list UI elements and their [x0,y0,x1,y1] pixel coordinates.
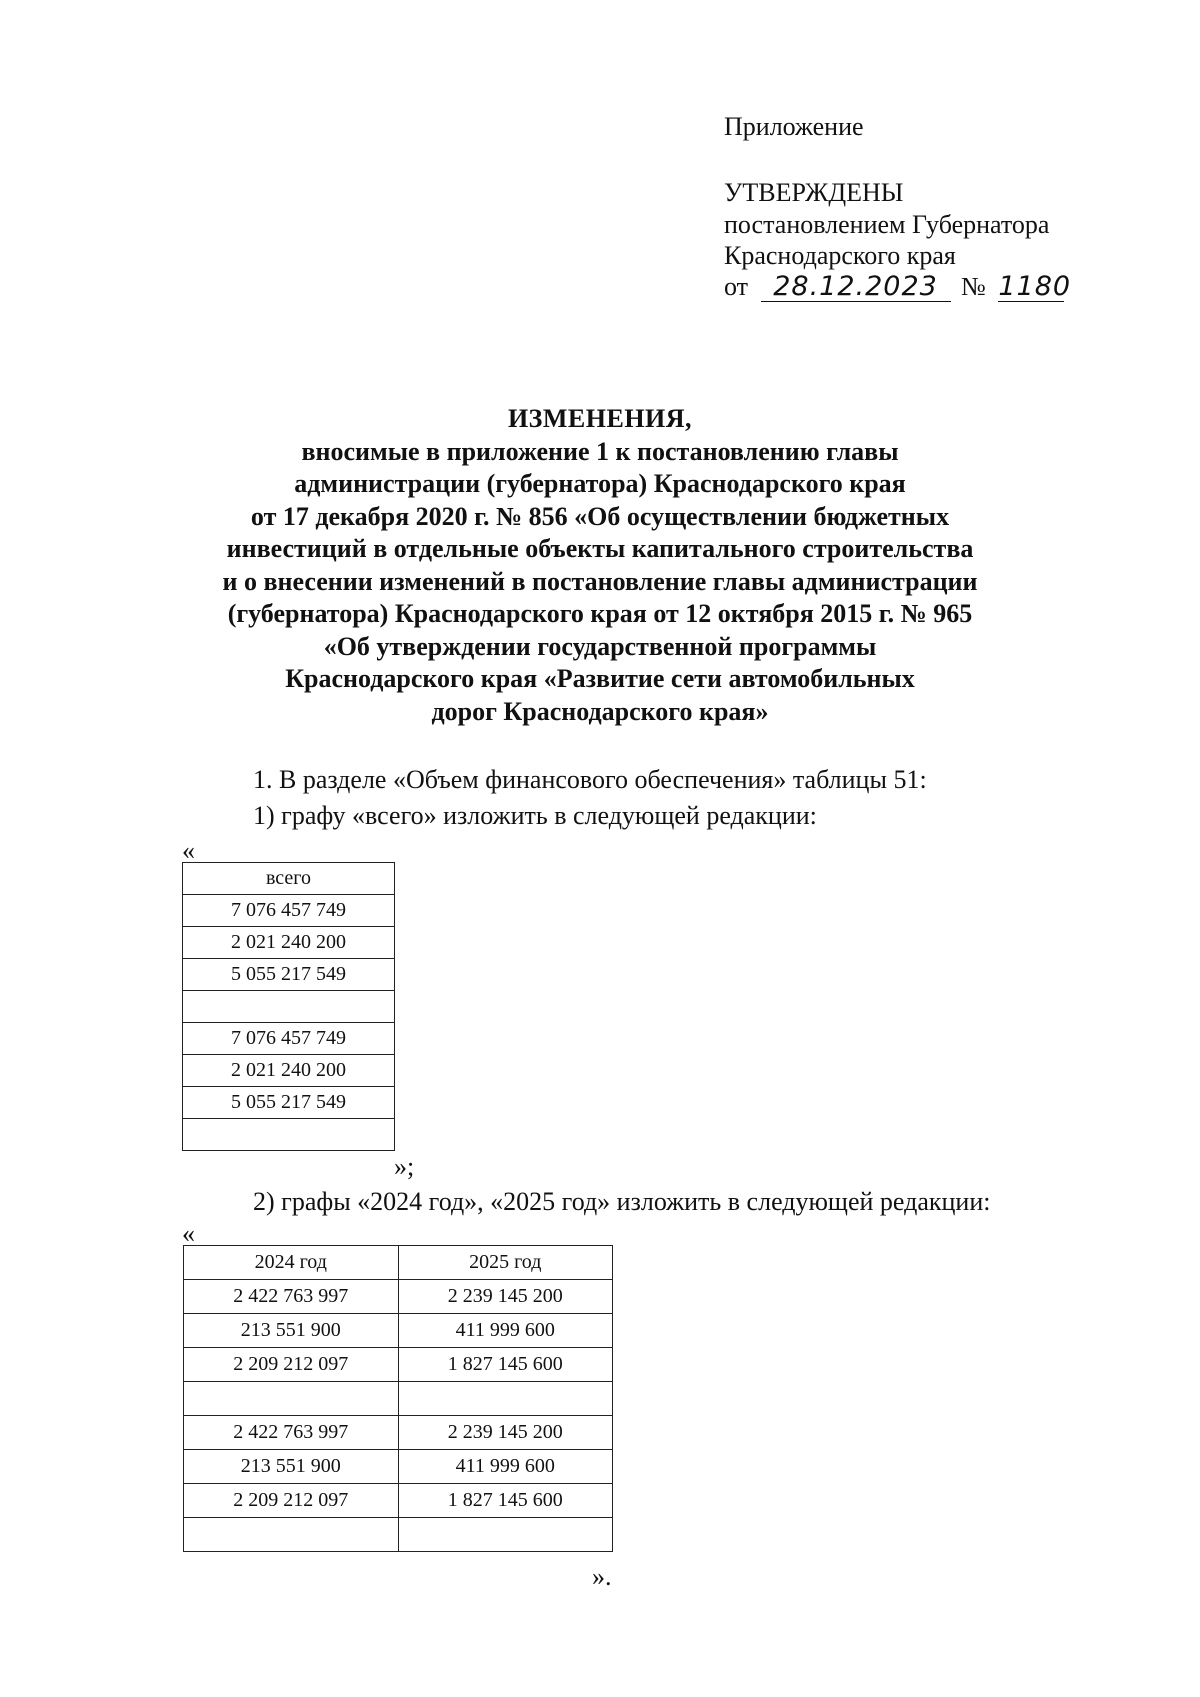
table-row [183,927,395,959]
table-row [183,959,395,991]
table-header-row [183,863,395,895]
title-line: (губернатора) Краснодарского края от 12 октября 2015 г. № 965 [227,599,973,628]
handwritten-number: 1180 [998,271,1072,302]
table-row [184,1518,613,1552]
table-cell: 411 999 600 [398,1314,613,1348]
table-cell: 2 209 212 097 [184,1484,399,1518]
subitem-2-text: 2) графы «2024 год», «2025 год» изложить в следующей редакции: [253,1187,991,1216]
title-line: ИЗМЕНЕНИЯ, [507,404,693,433]
table-row [184,1348,613,1382]
title-line: вносимые в приложение 1 к постановлению главы [301,436,899,466]
table-cell: 2 021 240 200 [183,1055,395,1087]
table-cell: 7 076 457 749 [183,895,395,927]
table-cell: 411 999 600 [398,1450,613,1484]
title-line: и о внесении изменений в постановление главы администрации [222,566,978,596]
table-cell: 5 055 217 549 [183,1087,395,1119]
table-cell [184,1518,399,1552]
table-header-cell: всего [183,863,395,895]
item-1-text: 1. В разделе «Объем финансового обеспечения» таблицы 51: [253,765,927,794]
subitem-1-text: 1) графу «всего» изложить в следующей редакции: [253,801,817,830]
table-cell [184,1382,399,1416]
table-row [183,1119,395,1151]
table-row [183,1023,395,1055]
table-cell [183,1119,395,1151]
title-line: от 17 декабря 2020 г. № 856 «Об осуществлении бюджетных [250,501,950,531]
table-cell: 5 055 217 549 [183,959,395,991]
title-line: дорог Краснодарского края» [431,696,769,726]
title-line: инвестиций в отдельные объекты капитального строительства [226,534,974,563]
table-row [183,1055,395,1087]
table-cell: 2 021 240 200 [183,927,395,959]
table-cell: 2 422 763 997 [184,1416,399,1450]
approved-by-line-2: Краснодарского края [724,241,956,270]
date-prefix: от [724,272,749,301]
table-cell [398,1382,613,1416]
document-title [0,403,1200,728]
table-header-row [184,1246,613,1280]
table-years [183,1245,613,1552]
table-cell [398,1518,613,1552]
table-cell: 1 827 145 600 [398,1348,613,1382]
approved-by-line-1: постановлением Губернатора [724,210,1050,239]
table-row [184,1280,613,1314]
table-row [183,895,395,927]
table-row [184,1416,613,1450]
title-line: «Об утверждении государственной программы [323,631,877,661]
approved-label: УТВЕРЖДЕНЫ [724,178,904,207]
table-cell: 2 422 763 997 [184,1280,399,1314]
table-total [182,862,395,1151]
title-line: Краснодарского края «Развитие сети автомобильных [285,664,915,693]
table-row [183,1087,395,1119]
open-quote-2: « [182,1219,195,1248]
resolution-date-number [724,271,1072,302]
table-row [184,1382,613,1416]
appendix-label: Приложение [724,112,864,141]
handwritten-date: 28.12.2023 [761,273,951,302]
table-cell: 2 239 145 200 [398,1416,613,1450]
table-cell: 213 551 900 [184,1314,399,1348]
close-quote-1: »; [394,1152,415,1181]
table-header-cell: 2024 год [184,1246,399,1280]
title-line: администрации (губернатора) Краснодарского края [294,469,906,498]
table-cell: 2 239 145 200 [398,1280,613,1314]
table-header-cell: 2025 год [398,1246,613,1280]
number-sign: № [961,272,986,301]
table-cell: 1 827 145 600 [398,1484,613,1518]
table-row [183,991,395,1023]
table-row [184,1314,613,1348]
table-cell: 213 551 900 [184,1450,399,1484]
table-cell [183,991,395,1023]
close-quote-2: ». [592,1562,612,1591]
table-row [184,1450,613,1484]
table-cell: 2 209 212 097 [184,1348,399,1382]
open-quote: « [182,836,195,865]
table-cell: 7 076 457 749 [183,1023,395,1055]
table-row [184,1484,613,1518]
